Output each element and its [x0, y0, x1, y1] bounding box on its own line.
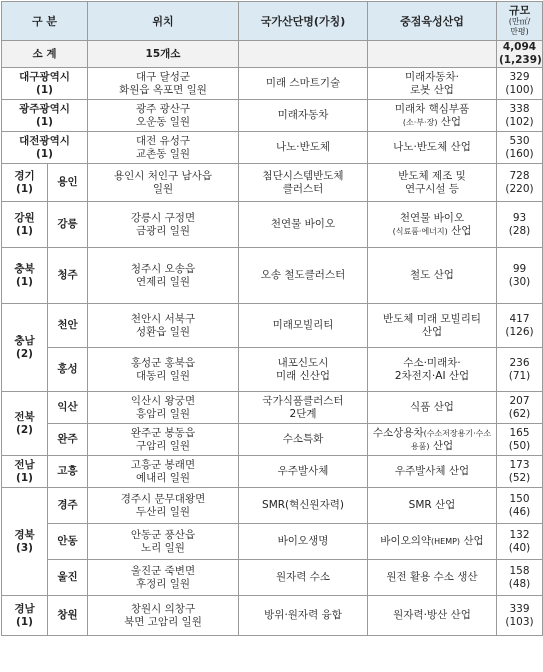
complex-name-cell: 천연물 바이오 — [239, 202, 368, 248]
location-cell: 익산시 왕궁면 흥암리 일원 — [88, 392, 239, 424]
total-row — [2, 41, 543, 68]
table-row — [2, 100, 543, 132]
complex-name-cell: SMR(혁신원자력) — [239, 488, 368, 524]
industry-cell: 원전 활용 수소 생산 — [368, 560, 497, 596]
total-pyeong: (1,239) — [499, 54, 542, 66]
scale-cell: 728 (220) — [497, 164, 543, 202]
header-complex-name: 국가산단명(가칭) — [239, 2, 368, 41]
total-scale — [497, 41, 543, 68]
complex-name-cell: 미래 스마트기술 — [239, 68, 368, 100]
scale-cell: 173 (52) — [497, 456, 543, 488]
location-cell: 안동군 풍산읍 노리 일원 — [88, 524, 239, 560]
scale-cell: 158 (48) — [497, 560, 543, 596]
province-cell: 대전광역시 (1) — [2, 132, 88, 164]
province-cell: 경북 (3) — [2, 488, 48, 596]
province-cell: 전북 (2) — [2, 392, 48, 456]
industry-cell: 천연물 바이오 (식료품·에너지) 산업 — [368, 202, 497, 248]
scale-cell: 150 (46) — [497, 488, 543, 524]
header-scale-unit1: (만㎡/ — [508, 17, 531, 26]
table-row — [2, 560, 543, 596]
city-cell: 고흥 — [48, 456, 88, 488]
complex-name-cell: 수소특화 — [239, 424, 368, 456]
scale-cell: 165 (50) — [497, 424, 543, 456]
scale-cell: 417 (126) — [497, 304, 543, 348]
location-cell: 청주시 오송읍 연제리 일원 — [88, 248, 239, 304]
industry-cell: 우주발사체 산업 — [368, 456, 497, 488]
header-scale-title: 규모 — [508, 4, 531, 17]
city-cell: 완주 — [48, 424, 88, 456]
table-row — [2, 424, 543, 456]
industry-cell: 수소·미래차· 2차전지·AI 산업 — [368, 348, 497, 392]
header-location: 위치 — [88, 2, 239, 41]
city-cell: 강릉 — [48, 202, 88, 248]
header-scale-unit2: 만평) — [510, 27, 529, 36]
industry-cell: 수소상용차(수소저장용기·수소 용품) 산업 — [368, 424, 497, 456]
location-cell: 홍성군 홍북읍 대동리 일원 — [88, 348, 239, 392]
industry-cell: 나노·반도체 산업 — [368, 132, 497, 164]
total-location: 15개소 — [88, 41, 239, 68]
city-cell: 경주 — [48, 488, 88, 524]
city-cell: 울진 — [48, 560, 88, 596]
province-cell: 경남 (1) — [2, 596, 48, 636]
table-row — [2, 132, 543, 164]
location-cell: 용인시 처인구 남사읍 일원 — [88, 164, 239, 202]
city-cell: 익산 — [48, 392, 88, 424]
total-empty-industry — [368, 41, 497, 68]
scale-cell: 207 (62) — [497, 392, 543, 424]
complex-name-cell: 미래자동차 — [239, 100, 368, 132]
city-cell: 청주 — [48, 248, 88, 304]
total-area: 4,094 — [502, 41, 537, 53]
table-row — [2, 304, 543, 348]
location-cell: 강릉시 구정면 금광리 일원 — [88, 202, 239, 248]
complex-name-cell: 나노·반도체 — [239, 132, 368, 164]
complex-name-cell: 내포신도시 미래 신산업 — [239, 348, 368, 392]
city-cell: 용인 — [48, 164, 88, 202]
industry-cell: SMR 산업 — [368, 488, 497, 524]
table-row — [2, 202, 543, 248]
province-cell: 대구광역시 (1) — [2, 68, 88, 100]
location-cell: 천안시 서북구 성환읍 일원 — [88, 304, 239, 348]
location-cell: 광주 광산구 오운동 일원 — [88, 100, 239, 132]
industry-cell: 반도체 미래 모빌리티 산업 — [368, 304, 497, 348]
complex-name-cell: 방위·원자력 융합 — [239, 596, 368, 636]
industry-cell: 식품 산업 — [368, 392, 497, 424]
total-empty-name — [239, 41, 368, 68]
city-cell: 천안 — [48, 304, 88, 348]
province-cell: 광주광역시 (1) — [2, 100, 88, 132]
city-cell: 창원 — [48, 596, 88, 636]
scale-cell: 93 (28) — [497, 202, 543, 248]
national-industrial-complex-table — [1, 1, 543, 636]
location-cell: 완주군 봉동읍 구암리 일원 — [88, 424, 239, 456]
total-label: 소 계 — [2, 41, 88, 68]
scale-cell: 339 (103) — [497, 596, 543, 636]
industry-cell: 바이오의약(HEMP) 산업 — [368, 524, 497, 560]
province-cell: 강원 (1) — [2, 202, 48, 248]
header-scale — [497, 2, 543, 41]
header-division: 구 분 — [2, 2, 88, 41]
location-cell: 고흥군 봉래면 예내리 일원 — [88, 456, 239, 488]
table-row — [2, 596, 543, 636]
location-cell: 경주시 문무대왕면 두산리 일원 — [88, 488, 239, 524]
scale-cell: 338 (102) — [497, 100, 543, 132]
province-cell: 전남 (1) — [2, 456, 48, 488]
industry-cell: 원자력·방산 산업 — [368, 596, 497, 636]
scale-cell: 132 (40) — [497, 524, 543, 560]
table-row — [2, 68, 543, 100]
province-cell: 충남 (2) — [2, 304, 48, 392]
location-cell: 울진군 죽변면 후정리 일원 — [88, 560, 239, 596]
complex-name-cell: 오송 철도클러스터 — [239, 248, 368, 304]
complex-name-cell: 바이오생명 — [239, 524, 368, 560]
industry-cell: 미래자동차· 로봇 산업 — [368, 68, 497, 100]
location-cell: 대구 달성군 화원읍 옥포면 일원 — [88, 68, 239, 100]
scale-cell: 329 (100) — [497, 68, 543, 100]
city-cell: 홍성 — [48, 348, 88, 392]
scale-cell: 99 (30) — [497, 248, 543, 304]
table-row — [2, 392, 543, 424]
scale-cell: 530 (160) — [497, 132, 543, 164]
table-row — [2, 164, 543, 202]
complex-name-cell: 원자력 수소 — [239, 560, 368, 596]
province-cell: 경기 (1) — [2, 164, 48, 202]
industry-cell: 철도 산업 — [368, 248, 497, 304]
complex-name-cell: 국가식품클러스터 2단계 — [239, 392, 368, 424]
table-row — [2, 348, 543, 392]
location-cell: 대전 유성구 교촌동 일원 — [88, 132, 239, 164]
complex-name-cell: 미래모빌리티 — [239, 304, 368, 348]
industry-cell: 반도체 제조 및 연구시설 등 — [368, 164, 497, 202]
header-row — [2, 2, 543, 41]
table-row — [2, 488, 543, 524]
complex-name-cell: 우주발사체 — [239, 456, 368, 488]
complex-name-cell: 첨단시스템반도체 클러스터 — [239, 164, 368, 202]
location-cell: 창원시 의창구 북면 고암리 일원 — [88, 596, 239, 636]
table-row — [2, 248, 543, 304]
industry-cell: 미래차 핵심부품 (소·부·장) 산업 — [368, 100, 497, 132]
table-row — [2, 456, 543, 488]
header-industry: 중점육성산업 — [368, 2, 497, 41]
scale-cell: 236 (71) — [497, 348, 543, 392]
city-cell: 안동 — [48, 524, 88, 560]
province-cell: 충북 (1) — [2, 248, 48, 304]
table-row — [2, 524, 543, 560]
